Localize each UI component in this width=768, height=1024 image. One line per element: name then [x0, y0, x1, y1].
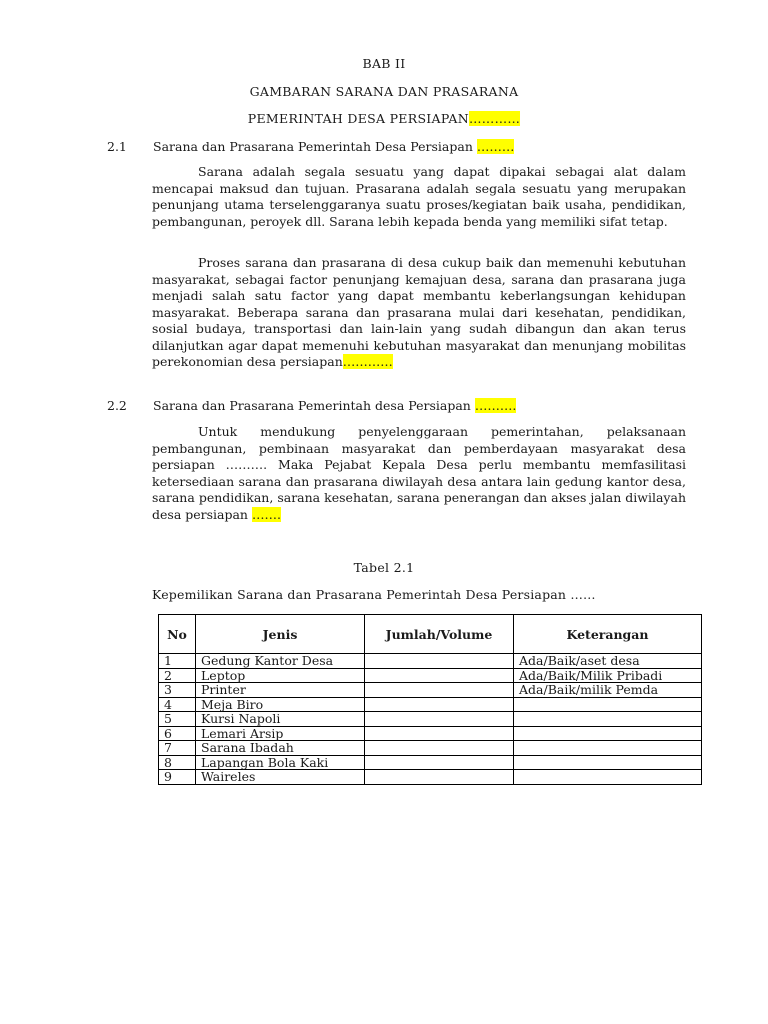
- header-keterangan: Keterangan: [514, 615, 702, 654]
- cell-jumlah: [365, 668, 514, 683]
- paragraph-support-governance: [152, 424, 686, 523]
- cell-jenis: Meja Biro: [196, 697, 365, 712]
- paragraph-blank-highlight: …………: [342, 354, 393, 369]
- cell-no: 9: [159, 770, 196, 785]
- chapter-subtitle-text: PEMERINTAH DESA PERSIAPAN: [247, 111, 469, 126]
- cell-keterangan: [514, 770, 702, 785]
- cell-jenis: Printer: [196, 683, 365, 698]
- cell-keterangan: Ada/Baik/milik Pemda: [514, 683, 702, 698]
- cell-jenis: Lapangan Bola Kaki: [196, 755, 365, 770]
- table-row: [159, 726, 702, 741]
- paragraph-sarana-definition: [152, 164, 686, 230]
- table-row: [159, 741, 702, 756]
- chapter-title-text: GAMBARAN SARANA DAN PRASARANA: [249, 84, 519, 99]
- paragraph-sarana-process: [152, 255, 686, 371]
- table-header-row: [159, 615, 702, 654]
- cell-keterangan: [514, 741, 702, 756]
- section-number: 2.1: [107, 139, 127, 154]
- cell-jenis: Kursi Napoli: [196, 712, 365, 727]
- facilities-table: [158, 614, 702, 785]
- cell-jenis: Gedung Kantor Desa: [196, 654, 365, 669]
- section-blank-highlight: ………: [476, 139, 515, 154]
- cell-keterangan: [514, 697, 702, 712]
- cell-jumlah: [365, 654, 514, 669]
- table-label: [0, 560, 768, 575]
- cell-jenis: Leptop: [196, 668, 365, 683]
- cell-keterangan: [514, 755, 702, 770]
- table-row: [159, 668, 702, 683]
- paragraph-blank-highlight: …….: [251, 506, 281, 522]
- paragraph-text: Proses sarana dan prasarana di desa cukup baik dan memenuhi kebutuhan masyarakat, sebagai factor penunjang kemajuan desa, sarana dan prasarana juga menjadi salah satu factor yang dapat membantu keberlangsungan kehidupan masyarakat. Beberapa sarana dan prasarana mulai dari kesehatan, pendidikan, sosial budaya, transportasi dan lain-lain yang sudah dibangun dan akan terus dilanjutkan agar dapat memenuhi kebutuhan masyarakat dan menunjang mobilitas perekonomian desa persiapan: [152, 255, 686, 369]
- cell-no: 5: [159, 712, 196, 727]
- cell-jumlah: [365, 726, 514, 741]
- table-label-text: Tabel 2.1: [353, 560, 415, 575]
- cell-jumlah: [365, 683, 514, 698]
- cell-no: 8: [159, 755, 196, 770]
- header-jenis: Jenis: [196, 615, 365, 654]
- section-title: Sarana dan Prasarana Pemerintah Desa Persiapan: [153, 139, 473, 154]
- cell-no: 6: [159, 726, 196, 741]
- table-row: [159, 697, 702, 712]
- header-jumlah-volume: Jumlah/Volume: [365, 615, 514, 654]
- cell-no: 1: [159, 654, 196, 669]
- section-heading-2-1: [107, 139, 514, 154]
- subtitle-blank-highlight: …………: [469, 111, 521, 126]
- paragraph-text: Untuk mendukung penyelenggaraan pemerintahan, pelaksanaan pembangunan, pembinaan masyarakat dan pemberdayaan masyarakat desa persiapan ………. Maka Pejabat Kepala Desa perlu membantu memfasilitasi ketersediaan sarana dan prasarana diwilayah desa antara lain gedung kantor desa, sarana pendidikan, sarana kesehatan, sarana penerangan dan akses jalan diwilayah desa persiapan: [152, 424, 686, 522]
- header-no: No: [159, 615, 196, 654]
- table-row: [159, 755, 702, 770]
- cell-no: 3: [159, 683, 196, 698]
- cell-jumlah: [365, 697, 514, 712]
- table-row: [159, 683, 702, 698]
- table-caption-text: Kepemilikan Sarana dan Prasarana Pemerintah Desa Persiapan ……: [152, 587, 596, 602]
- chapter-label-text: BAB II: [362, 56, 406, 71]
- cell-no: 4: [159, 697, 196, 712]
- cell-jumlah: [365, 712, 514, 727]
- cell-keterangan: [514, 726, 702, 741]
- chapter-label: [0, 56, 768, 71]
- table-row: [159, 712, 702, 727]
- table-row: [159, 654, 702, 669]
- chapter-subtitle: [0, 111, 768, 126]
- cell-jumlah: [365, 755, 514, 770]
- section-heading-2-2: [107, 398, 516, 413]
- table-caption: [152, 587, 596, 602]
- cell-jenis: Sarana Ibadah: [196, 741, 365, 756]
- cell-jenis: Waireles: [196, 770, 365, 785]
- cell-jumlah: [365, 741, 514, 756]
- cell-no: 7: [159, 741, 196, 756]
- paragraph-text: Sarana adalah segala sesuatu yang dapat dipakai sebagai alat dalam mencapai maksud dan tujuan. Prasarana adalah segala sesuatu yang merupakan penunjang utama terselenggaranya suatu proses/kegiatan baik usaha, pendidikan, pembangunan, peroyek dll. Sarana lebih kepada benda yang memiliki sifat tetap.: [152, 164, 686, 229]
- cell-keterangan: [514, 712, 702, 727]
- cell-no: 2: [159, 668, 196, 683]
- section-title: Sarana dan Prasarana Pemerintah desa Persiapan: [153, 398, 471, 413]
- chapter-title: [0, 84, 768, 99]
- table-row: [159, 770, 702, 785]
- section-number: 2.2: [107, 398, 127, 413]
- section-blank-highlight: ……….: [474, 398, 517, 413]
- cell-keterangan: Ada/Baik/Milik Pribadi: [514, 668, 702, 683]
- cell-jenis: Lemari Arsip: [196, 726, 365, 741]
- cell-jumlah: [365, 770, 514, 785]
- cell-keterangan: Ada/Baik/aset desa: [514, 654, 702, 669]
